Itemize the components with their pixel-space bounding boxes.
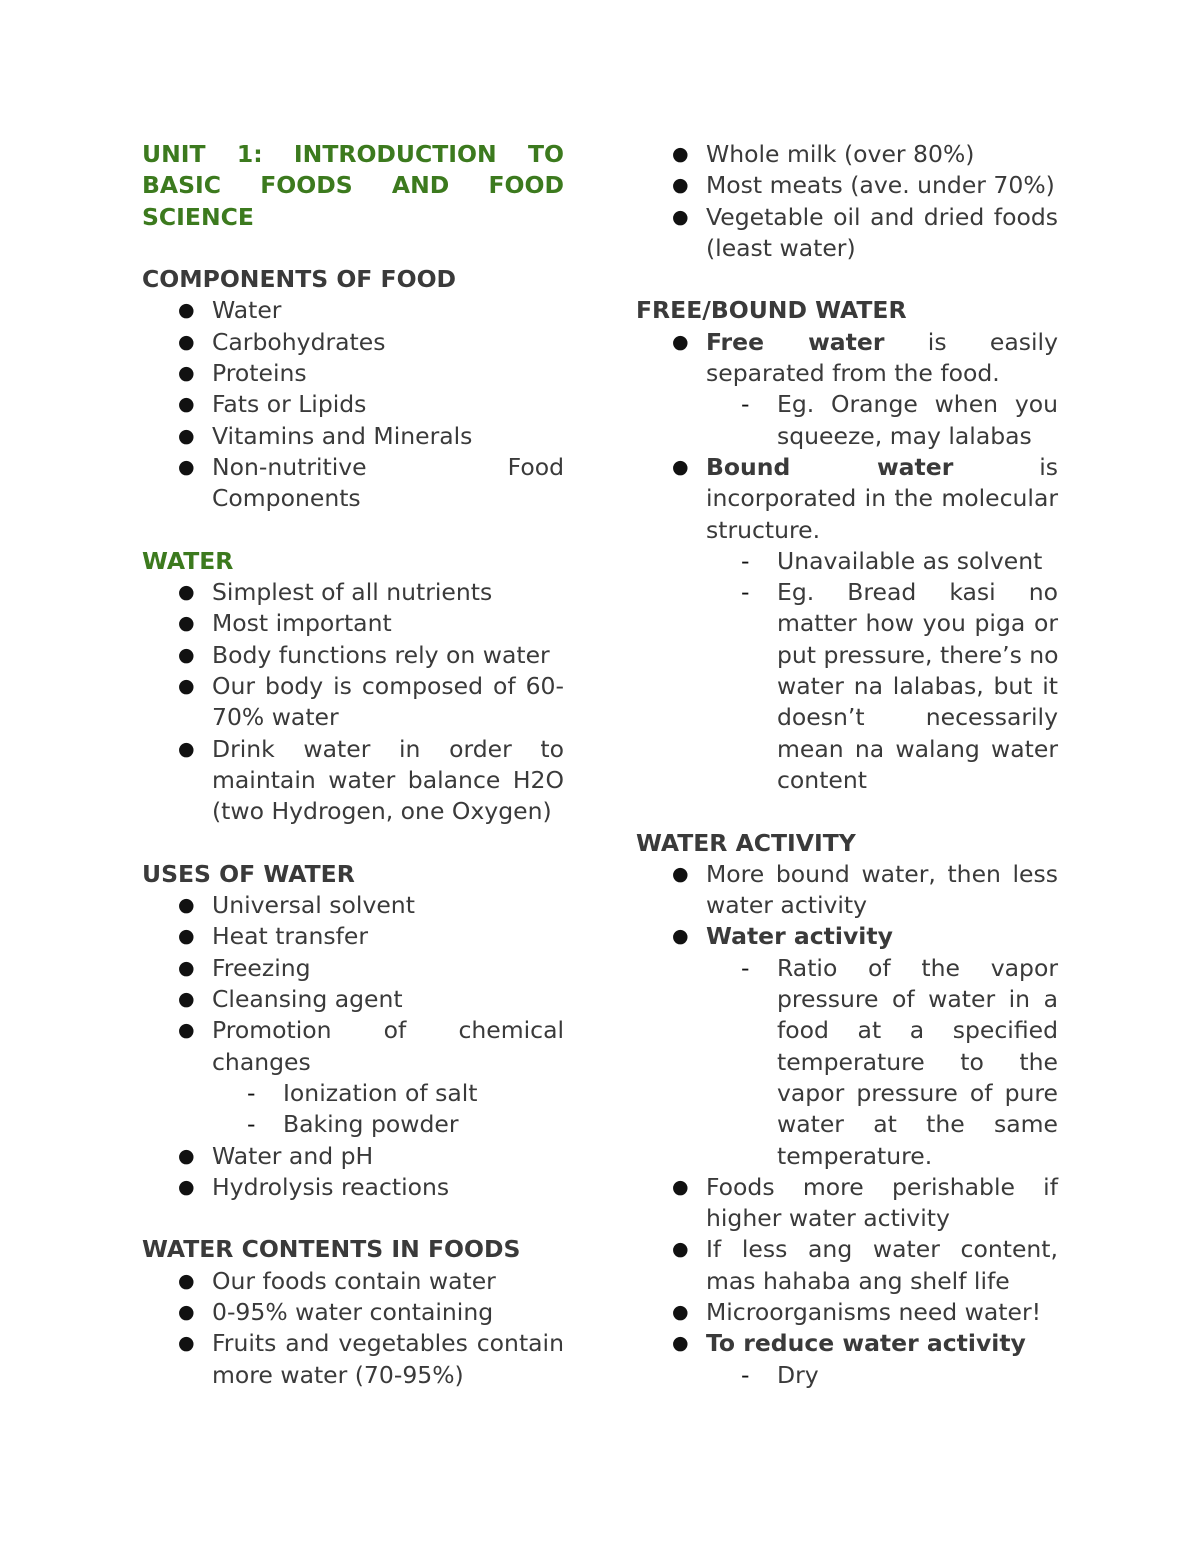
list-item: ● Vitamins and Minerals bbox=[212, 421, 564, 452]
list-item: ● To reduce water activity bbox=[706, 1328, 1058, 1359]
dash-icon: - bbox=[741, 578, 750, 607]
sub-item-cont: put pressure, there’s no bbox=[777, 640, 1059, 669]
list-item: ● Whole milk (over 80%) bbox=[706, 139, 1058, 170]
bullet-icon: ● bbox=[672, 1238, 689, 1261]
bullet-icon: ● bbox=[672, 455, 689, 478]
sub-item-cont: food at a specified bbox=[777, 1016, 1058, 1045]
right-column bbox=[636, 139, 1058, 1391]
list-item: ● Water bbox=[212, 295, 564, 326]
bullet-icon: ● bbox=[672, 1175, 689, 1198]
list-item-cont: mas hahaba ang shelf life bbox=[706, 1266, 1010, 1295]
dash-icon: - bbox=[247, 1078, 256, 1107]
bullet-icon: ● bbox=[178, 393, 195, 416]
unit-title-line-1: UNIT 1: INTRODUCTION TO bbox=[142, 140, 564, 168]
list-item: ● Bound water is bbox=[706, 452, 1058, 483]
list-item: ● Hydrolysis reactions bbox=[212, 1172, 564, 1203]
list-item-cont: structure. bbox=[706, 515, 821, 544]
list-item: ● Free water is easily bbox=[706, 327, 1058, 358]
list-item-cont: Components bbox=[212, 484, 361, 513]
list-item: ● Heat transfer bbox=[212, 921, 564, 952]
sub-item-cont: content bbox=[777, 765, 867, 794]
list-item: ● Freezing bbox=[212, 953, 564, 984]
list-item: ● Non-nutritive Food bbox=[212, 452, 564, 483]
sub-item: - Baking powder bbox=[283, 1109, 564, 1140]
list-item: ● Fruits and vegetables contain bbox=[212, 1328, 564, 1359]
section-heading-contents: WATER CONTENTS IN FOODS bbox=[142, 1235, 521, 1264]
bullet-icon: ● bbox=[672, 925, 689, 948]
bullet-icon: ● bbox=[178, 1300, 195, 1323]
bullet-icon: ● bbox=[672, 174, 689, 197]
unit-title-line-2: BASIC FOODS AND FOOD bbox=[142, 171, 564, 200]
bullet-icon: ● bbox=[178, 675, 195, 698]
list-item: ● Promotion of chemical bbox=[212, 1015, 564, 1046]
list-item: ● Most important bbox=[212, 608, 564, 639]
list-item: ● Microorganisms need water! bbox=[706, 1297, 1058, 1328]
dash-icon: - bbox=[741, 390, 750, 419]
bullet-icon: ● bbox=[178, 1144, 195, 1167]
list-item: ● Body functions rely on water bbox=[212, 640, 564, 671]
bullet-icon: ● bbox=[178, 643, 195, 666]
dash-icon: - bbox=[247, 1110, 256, 1139]
list-item: ● Most meats (ave. under 70%) bbox=[706, 170, 1058, 201]
list-item: ● Cleansing agent bbox=[212, 984, 564, 1015]
bullet-icon: ● bbox=[178, 1269, 195, 1292]
bullet-icon: ● bbox=[178, 956, 195, 979]
sub-item: - Eg. Orange when you bbox=[777, 389, 1058, 420]
bullet-icon: ● bbox=[178, 455, 195, 478]
bullet-icon: ● bbox=[178, 581, 195, 604]
sub-item-cont: temperature to the bbox=[777, 1047, 1058, 1076]
list-item-cont: water activity bbox=[706, 891, 868, 920]
list-item: ● Universal solvent bbox=[212, 890, 564, 921]
section-heading-water-activity: WATER ACTIVITY bbox=[636, 828, 856, 857]
dash-icon: - bbox=[741, 953, 750, 982]
list-item: ● Foods more perishable if bbox=[706, 1172, 1058, 1203]
unit-title-line-3: SCIENCE bbox=[142, 202, 254, 231]
dash-icon: - bbox=[741, 1360, 750, 1389]
bullet-icon: ● bbox=[178, 1175, 195, 1198]
sub-item-cont: temperature. bbox=[777, 1141, 933, 1170]
list-item: ● Our foods contain water bbox=[212, 1266, 564, 1297]
sub-item: - Ionization of salt bbox=[283, 1078, 564, 1109]
section-heading-water: WATER bbox=[142, 546, 234, 575]
bullet-icon: ● bbox=[672, 205, 689, 228]
sub-item: - Ratio of the vapor bbox=[777, 953, 1058, 984]
bullet-icon: ● bbox=[672, 143, 689, 165]
sub-item-cont: pressure of water in a bbox=[777, 985, 1058, 1014]
list-item-cont: (least water) bbox=[706, 233, 856, 262]
sub-item-cont: water na lalabas, but it bbox=[777, 672, 1058, 701]
list-item: ● Drink water in order to bbox=[212, 734, 564, 765]
bullet-icon: ● bbox=[672, 1332, 689, 1355]
sub-item-cont: water at the same bbox=[777, 1110, 1058, 1139]
bullet-icon: ● bbox=[672, 1300, 689, 1323]
dash-icon: - bbox=[741, 546, 750, 575]
list-item: ● Vegetable oil and dried foods bbox=[706, 202, 1058, 233]
list-item: ● If less ang water content, bbox=[706, 1234, 1058, 1265]
bullet-icon: ● bbox=[178, 737, 195, 760]
bullet-icon: ● bbox=[672, 330, 689, 353]
list-item: ● More bound water, then less bbox=[706, 859, 1058, 890]
list-item-cont: incorporated in the molecular bbox=[706, 484, 1058, 513]
list-item: ● Fats or Lipids bbox=[212, 389, 564, 420]
list-item-cont: changes bbox=[212, 1047, 311, 1076]
bullet-icon: ● bbox=[178, 1019, 195, 1042]
bullet-icon: ● bbox=[178, 925, 195, 948]
bullet-icon: ● bbox=[178, 299, 195, 322]
list-item-cont: more water (70-95%) bbox=[212, 1360, 464, 1389]
bullet-icon: ● bbox=[178, 424, 195, 447]
list-item: ● Proteins bbox=[212, 358, 564, 389]
bullet-icon: ● bbox=[178, 894, 195, 917]
section-heading-uses: USES OF WATER bbox=[142, 859, 355, 888]
bullet-icon: ● bbox=[672, 862, 689, 885]
list-item: ● Our body is composed of 60- bbox=[212, 671, 564, 702]
bullet-icon: ● bbox=[178, 988, 195, 1011]
sub-item-cont: vapor pressure of pure bbox=[777, 1078, 1058, 1107]
list-item-cont: 70% water bbox=[212, 703, 339, 732]
list-item: ● Simplest of all nutrients bbox=[212, 577, 564, 608]
list-item: ● Carbohydrates bbox=[212, 327, 564, 358]
list-item: ● Water activity bbox=[706, 921, 1058, 952]
list-item-cont: higher water activity bbox=[706, 1204, 950, 1233]
section-heading-components: COMPONENTS OF FOOD bbox=[142, 265, 457, 294]
sub-item: - Unavailable as solvent bbox=[777, 546, 1058, 577]
list-item-cont: maintain water balance H2O bbox=[212, 765, 564, 794]
bullet-icon: ● bbox=[178, 1332, 195, 1355]
left-column bbox=[142, 139, 564, 1391]
sub-item: - Eg. Bread kasi no bbox=[777, 577, 1058, 608]
sub-item-cont: doesn’t necessarily bbox=[777, 703, 1058, 732]
sub-item-cont: mean na walang water bbox=[777, 734, 1058, 763]
sub-item: - Dry bbox=[777, 1360, 1058, 1391]
bullet-icon: ● bbox=[178, 362, 195, 385]
list-item: ● Water and pH bbox=[212, 1141, 564, 1172]
section-heading-free-bound: FREE/BOUND WATER bbox=[636, 296, 907, 325]
sub-item-cont: squeeze, may lalabas bbox=[777, 421, 1032, 450]
list-item-cont: separated from the food. bbox=[706, 359, 1000, 388]
bullet-icon: ● bbox=[178, 330, 195, 353]
sub-item-cont: matter how you piga or bbox=[777, 609, 1058, 638]
bullet-icon: ● bbox=[178, 612, 195, 635]
list-item: ● 0-95% water containing bbox=[212, 1297, 564, 1328]
list-item-cont: (two Hydrogen, one Oxygen) bbox=[212, 797, 552, 826]
